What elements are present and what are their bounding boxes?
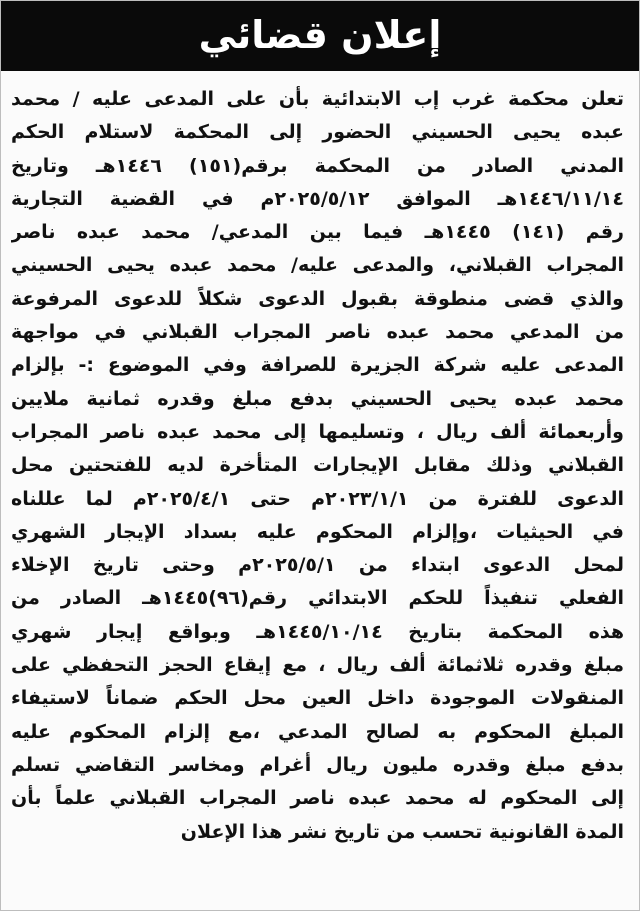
notice-line: تعلن محكمة غرب إب الابتدائية بأن على المدعى عليه / محمد <box>11 88 624 110</box>
notice-line: والذي قضى منطوقة بقبول الدعوى شكلاً للدعوى المرفوعة <box>11 287 624 310</box>
notice-line: مبلغ وقدره ثلاثمائة ألف ريال ، مع إيقاع الحجز التحفظي على <box>11 654 624 677</box>
notice-line: محمد عبده يحيى الحسيني بدفع مبلغ وقدره ثمانية ملايين <box>11 387 624 410</box>
notice-title: إعلان قضائي <box>198 13 442 57</box>
notice-line: لمحل الدعوى ابتداء من ٢٠٢٥/٥/١م وحتى تاريخ الإخلاء <box>11 554 624 577</box>
notice-header <box>1 1 639 71</box>
notice-line: المدة القانونية تحسب من تاريخ نشر هذا الإعلان <box>180 820 624 843</box>
notice-line: المبلغ المحكوم به لصالح المدعي ،مع إلزام المحكوم عليه <box>11 720 624 743</box>
notice-line: الدعوى للفترة من ٢٠٢٣/١/١م حتى ٢٠٢٥/٤/١م لما عللناه <box>11 487 624 510</box>
notice-line: المنقولات الموجودة داخل العين محل الحكم ضماناً لاستيفاء <box>11 687 624 710</box>
notice-line: المدعى عليه شركة الجزيرة للصرافة وفي الموضوع :- بإلزام <box>11 354 624 377</box>
notice-line: ١٤٤٦/١١/١٤هـ الموافق ٢٠٢٥/٥/١٢م في القضية التجارية <box>11 187 624 210</box>
notice-line: المدني الصادر من المحكمة برقم(١٥١) ١٤٤٦هـ وتاريخ <box>11 154 624 177</box>
notice-line: وأربعمائة ألف ريال ، وتسليمها إلى محمد عبده ناصر المجراب <box>11 420 624 443</box>
notice-line: القبلاني وذلك مقابل الإيجارات المتأخرة لديه للفتحتين محل <box>11 454 624 477</box>
notice-body <box>11 83 624 849</box>
notice-line: من المدعي محمد عبده ناصر المجراب القبلاني في مواجهة <box>11 321 624 344</box>
notice-line: الفعلي تنفيذاً للحكم الابتدائي رقم(٩٦)١٤٤٥هـ الصادر من <box>11 587 624 610</box>
notice-line: هذه المحكمة بتاريخ ١٤٤٥/١٠/١٤هـ وبواقع إيجار شهري <box>11 620 624 643</box>
notice-line: في الحيثيات ،وإلزام المحكوم عليه بسداد الإيجار الشهري <box>11 520 624 543</box>
notice-line: بدفع مبلغ وقدره مليون ريال أغرام ومخاسر التقاضي تسلم <box>11 753 624 776</box>
notice-line: المجراب القبلاني، والمدعى عليه/ محمد عبده يحيى الحسيني <box>11 254 624 277</box>
notice-line: إلى المحكوم له محمد عبده ناصر المجراب القبلاني علماً بأن <box>11 787 624 810</box>
notice-line: عبده يحيى الحسيني الحضور إلى المحكمة لاستلام الحكم <box>11 121 624 144</box>
notice-line: رقم (١٤١) ١٤٤٥هـ فيما بين المدعي/ محمد عبده ناصر <box>11 221 624 244</box>
